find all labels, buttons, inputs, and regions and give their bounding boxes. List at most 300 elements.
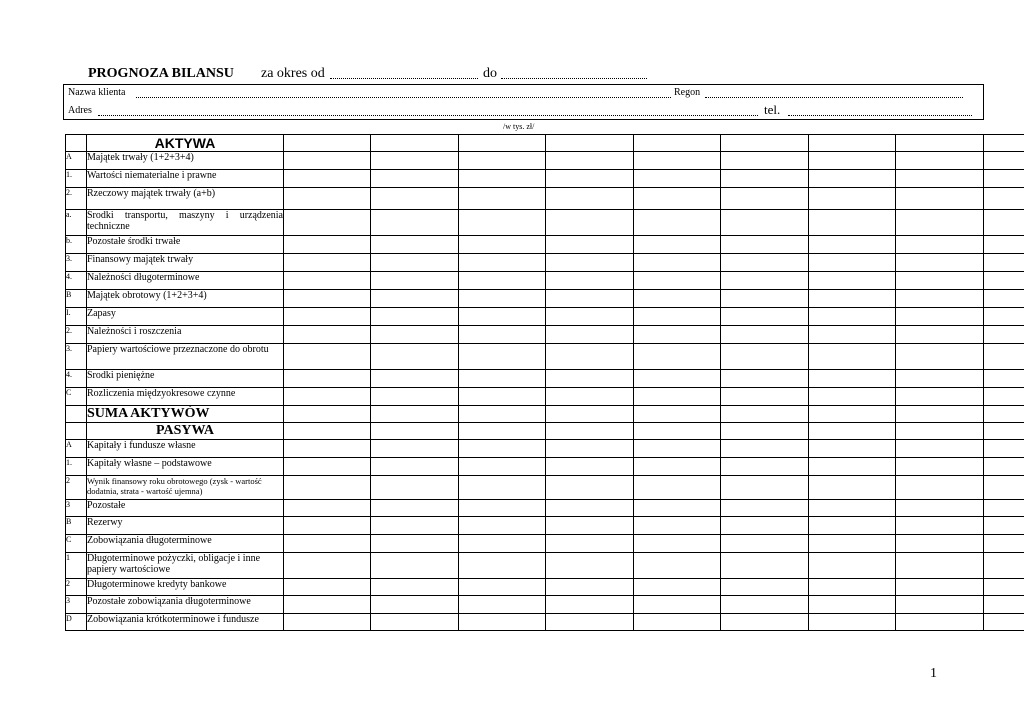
value-cell[interactable] — [634, 170, 721, 188]
value-cell[interactable] — [371, 579, 459, 596]
value-cell[interactable] — [809, 579, 896, 596]
value-cell[interactable] — [546, 188, 634, 210]
value-cell[interactable] — [284, 440, 371, 458]
value-cell[interactable] — [809, 476, 896, 500]
value-cell[interactable] — [809, 290, 896, 308]
value-cell[interactable] — [371, 272, 459, 290]
value-cell[interactable] — [896, 579, 984, 596]
value-cell[interactable] — [371, 458, 459, 476]
value-cell[interactable] — [721, 370, 809, 388]
row-label: Pozostałe — [87, 500, 284, 517]
value-cell[interactable] — [634, 614, 721, 631]
value-cell[interactable] — [721, 326, 809, 344]
value-cell[interactable] — [721, 535, 809, 553]
value-cell[interactable] — [546, 290, 634, 308]
value-cell[interactable] — [896, 500, 984, 517]
value-cell[interactable] — [284, 406, 371, 423]
table-row — [66, 290, 1024, 308]
value-cell[interactable] — [546, 135, 634, 152]
value-cell[interactable] — [284, 423, 371, 440]
row-code — [66, 423, 87, 440]
value-cell[interactable] — [809, 388, 896, 406]
value-cell[interactable] — [896, 535, 984, 553]
table-row — [66, 614, 1024, 631]
value-cell[interactable] — [546, 254, 634, 272]
value-cell[interactable] — [284, 290, 371, 308]
value-cell[interactable] — [809, 254, 896, 272]
row-code: 3. — [66, 344, 87, 370]
value-cell[interactable] — [721, 344, 809, 370]
value-cell[interactable] — [546, 406, 634, 423]
row-label: Rzeczowy majątek trwały (a+b) — [87, 188, 284, 210]
value-cell[interactable] — [809, 458, 896, 476]
value-cell[interactable] — [546, 579, 634, 596]
value-cell[interactable] — [896, 517, 984, 535]
value-cell[interactable] — [896, 370, 984, 388]
value-cell[interactable] — [546, 236, 634, 254]
row-code: A — [66, 440, 87, 458]
value-cell[interactable] — [721, 614, 809, 631]
total-label: SUMA AKTYWÓW — [87, 406, 284, 423]
value-cell[interactable] — [284, 344, 371, 370]
value-cell[interactable] — [809, 517, 896, 535]
value-cell[interactable] — [721, 135, 809, 152]
row-label: Majątek obrotowy (1+2+3+4) — [87, 290, 284, 308]
value-cell[interactable] — [984, 152, 1024, 170]
value-cell[interactable] — [371, 535, 459, 553]
value-cell[interactable] — [634, 535, 721, 553]
period-from-field[interactable] — [330, 78, 478, 79]
table-row — [66, 370, 1024, 388]
value-cell[interactable] — [984, 440, 1024, 458]
value-cell[interactable] — [284, 579, 371, 596]
row-label: Wartości niematerialne i prawne — [87, 170, 284, 188]
value-cell[interactable] — [721, 500, 809, 517]
value-cell[interactable] — [984, 188, 1024, 210]
table-row — [66, 517, 1024, 535]
value-cell[interactable] — [721, 170, 809, 188]
value-cell[interactable] — [809, 440, 896, 458]
value-cell[interactable] — [896, 614, 984, 631]
table-row — [66, 476, 1024, 500]
row-label: Majątek trwały (1+2+3+4) — [87, 152, 284, 170]
table-row — [66, 458, 1024, 476]
row-code: 3 — [66, 596, 87, 614]
value-cell[interactable] — [459, 423, 546, 440]
value-cell[interactable] — [809, 308, 896, 326]
page-number: 1 — [930, 666, 937, 681]
value-cell[interactable] — [459, 535, 546, 553]
value-cell[interactable] — [546, 308, 634, 326]
value-cell[interactable] — [896, 326, 984, 344]
value-cell[interactable] — [546, 500, 634, 517]
value-cell[interactable] — [371, 254, 459, 272]
value-cell[interactable] — [984, 553, 1024, 579]
value-cell[interactable] — [896, 344, 984, 370]
row-code: b. — [66, 236, 87, 254]
value-cell[interactable] — [284, 476, 371, 500]
value-cell[interactable] — [721, 188, 809, 210]
value-cell[interactable] — [896, 440, 984, 458]
value-cell[interactable] — [984, 308, 1024, 326]
value-cell[interactable] — [284, 458, 371, 476]
value-cell[interactable] — [984, 370, 1024, 388]
value-cell[interactable] — [809, 272, 896, 290]
value-cell[interactable] — [809, 406, 896, 423]
value-cell[interactable] — [459, 290, 546, 308]
value-cell[interactable] — [459, 152, 546, 170]
client-name-field[interactable] — [136, 97, 671, 98]
value-cell[interactable] — [984, 170, 1024, 188]
value-cell[interactable] — [896, 388, 984, 406]
value-cell[interactable] — [284, 370, 371, 388]
value-cell[interactable] — [809, 423, 896, 440]
row-label: Zapasy — [87, 308, 284, 326]
value-cell[interactable] — [984, 290, 1024, 308]
table-row — [66, 500, 1024, 517]
value-cell[interactable] — [721, 290, 809, 308]
value-cell[interactable] — [634, 500, 721, 517]
row-label: Należności i roszczenia — [87, 326, 284, 344]
value-cell[interactable] — [984, 344, 1024, 370]
row-code: C — [66, 535, 87, 553]
value-cell[interactable] — [371, 500, 459, 517]
row-code: 2. — [66, 326, 87, 344]
value-cell[interactable] — [634, 290, 721, 308]
row-label: Kapitały i fundusze własne — [87, 440, 284, 458]
table-row — [66, 236, 1024, 254]
value-cell[interactable] — [284, 596, 371, 614]
value-cell[interactable] — [896, 272, 984, 290]
value-cell[interactable] — [546, 370, 634, 388]
row-code: 4. — [66, 370, 87, 388]
table-row — [66, 423, 1024, 440]
value-cell[interactable] — [896, 290, 984, 308]
value-cell[interactable] — [371, 188, 459, 210]
value-cell[interactable] — [984, 500, 1024, 517]
value-cell[interactable] — [459, 579, 546, 596]
value-cell[interactable] — [634, 476, 721, 500]
value-cell[interactable] — [459, 272, 546, 290]
value-cell[interactable] — [721, 388, 809, 406]
row-label: Pozostałe zobowiązania długoterminowe — [87, 596, 284, 614]
value-cell[interactable] — [896, 236, 984, 254]
value-cell[interactable] — [371, 614, 459, 631]
value-cell[interactable] — [371, 596, 459, 614]
value-cell[interactable] — [809, 152, 896, 170]
value-cell[interactable] — [984, 254, 1024, 272]
value-cell[interactable] — [546, 517, 634, 535]
value-cell[interactable] — [459, 476, 546, 500]
value-cell[interactable] — [459, 388, 546, 406]
value-cell[interactable] — [721, 406, 809, 423]
value-cell[interactable] — [809, 614, 896, 631]
row-label: Pozostałe środki trwałe — [87, 236, 284, 254]
value-cell[interactable] — [634, 272, 721, 290]
form-header — [88, 66, 688, 84]
value-cell[interactable] — [546, 272, 634, 290]
row-label: Rezerwy — [87, 517, 284, 535]
value-cell[interactable] — [896, 406, 984, 423]
value-cell[interactable] — [459, 135, 546, 152]
value-cell[interactable] — [984, 272, 1024, 290]
row-label: Zobowiązania krótkoterminowe i fundusze — [87, 614, 284, 631]
value-cell[interactable] — [984, 517, 1024, 535]
value-cell[interactable] — [284, 236, 371, 254]
value-cell[interactable] — [371, 517, 459, 535]
value-cell[interactable] — [459, 254, 546, 272]
value-cell[interactable] — [721, 596, 809, 614]
value-cell[interactable] — [634, 423, 721, 440]
value-cell[interactable] — [546, 476, 634, 500]
value-cell[interactable] — [284, 500, 371, 517]
value-cell[interactable] — [984, 326, 1024, 344]
value-cell[interactable] — [546, 535, 634, 553]
value-cell[interactable] — [284, 388, 371, 406]
value-cell[interactable] — [459, 517, 546, 535]
value-cell[interactable] — [546, 344, 634, 370]
value-cell[interactable] — [984, 614, 1024, 631]
value-cell[interactable] — [459, 553, 546, 579]
value-cell[interactable] — [809, 370, 896, 388]
address-label: Adres — [68, 105, 92, 116]
value-cell[interactable] — [546, 388, 634, 406]
value-cell[interactable] — [371, 440, 459, 458]
value-cell[interactable] — [809, 535, 896, 553]
value-cell[interactable] — [896, 152, 984, 170]
value-cell[interactable] — [809, 344, 896, 370]
value-cell[interactable] — [459, 596, 546, 614]
value-cell[interactable] — [459, 458, 546, 476]
value-cell[interactable] — [721, 440, 809, 458]
value-cell[interactable] — [546, 596, 634, 614]
value-cell[interactable] — [284, 170, 371, 188]
value-cell[interactable] — [546, 210, 634, 236]
row-code: 1. — [66, 170, 87, 188]
value-cell[interactable] — [371, 170, 459, 188]
value-cell[interactable] — [459, 210, 546, 236]
value-cell[interactable] — [546, 326, 634, 344]
value-cell[interactable] — [896, 596, 984, 614]
value-cell[interactable] — [634, 344, 721, 370]
value-cell[interactable] — [546, 423, 634, 440]
regon-label: Regon — [674, 87, 701, 98]
table-row — [66, 152, 1024, 170]
value-cell[interactable] — [809, 500, 896, 517]
value-cell[interactable] — [371, 290, 459, 308]
value-cell[interactable] — [634, 440, 721, 458]
row-label: Papiery wartościowe przeznaczone do obrotu — [87, 344, 284, 370]
value-cell[interactable] — [284, 553, 371, 579]
period-to-field[interactable] — [501, 78, 647, 79]
value-cell[interactable] — [459, 188, 546, 210]
value-cell[interactable] — [896, 423, 984, 440]
value-cell[interactable] — [371, 370, 459, 388]
phone-field[interactable] — [788, 115, 972, 116]
value-cell[interactable] — [809, 210, 896, 236]
value-cell[interactable] — [721, 579, 809, 596]
value-cell[interactable] — [896, 254, 984, 272]
value-cell[interactable] — [634, 458, 721, 476]
table-row — [66, 170, 1024, 188]
row-label: Należności długoterminowe — [87, 272, 284, 290]
value-cell[interactable] — [284, 272, 371, 290]
value-cell[interactable] — [371, 423, 459, 440]
value-cell[interactable] — [284, 535, 371, 553]
value-cell[interactable] — [809, 135, 896, 152]
value-cell[interactable] — [634, 596, 721, 614]
value-cell[interactable] — [721, 272, 809, 290]
row-code: A — [66, 152, 87, 170]
value-cell[interactable] — [371, 210, 459, 236]
value-cell[interactable] — [809, 170, 896, 188]
value-cell[interactable] — [984, 135, 1024, 152]
value-cell[interactable] — [721, 152, 809, 170]
value-cell[interactable] — [896, 458, 984, 476]
value-cell[interactable] — [896, 210, 984, 236]
row-label: Rozliczenia międzyokresowe czynne — [87, 388, 284, 406]
value-cell[interactable] — [371, 553, 459, 579]
value-cell[interactable] — [284, 326, 371, 344]
value-cell[interactable] — [634, 210, 721, 236]
value-cell[interactable] — [984, 535, 1024, 553]
value-cell[interactable] — [721, 423, 809, 440]
unit-note: /w tys. zł/ — [503, 122, 535, 131]
value-cell[interactable] — [896, 476, 984, 500]
value-cell[interactable] — [809, 188, 896, 210]
row-code: D — [66, 614, 87, 631]
value-cell[interactable] — [634, 308, 721, 326]
value-cell[interactable] — [721, 517, 809, 535]
row-code: 2 — [66, 476, 87, 500]
value-cell[interactable] — [634, 370, 721, 388]
value-cell[interactable] — [984, 388, 1024, 406]
value-cell[interactable] — [634, 517, 721, 535]
value-cell[interactable] — [721, 254, 809, 272]
value-cell[interactable] — [546, 170, 634, 188]
value-cell[interactable] — [459, 440, 546, 458]
value-cell[interactable] — [984, 476, 1024, 500]
value-cell[interactable] — [284, 135, 371, 152]
table-row — [66, 553, 1024, 579]
value-cell[interactable] — [984, 579, 1024, 596]
value-cell[interactable] — [721, 476, 809, 500]
value-cell[interactable] — [371, 326, 459, 344]
row-code: B — [66, 290, 87, 308]
value-cell[interactable] — [721, 308, 809, 326]
value-cell[interactable] — [371, 308, 459, 326]
address-field[interactable] — [98, 115, 758, 116]
table-row — [66, 535, 1024, 553]
value-cell[interactable] — [371, 135, 459, 152]
value-cell[interactable] — [984, 423, 1024, 440]
value-cell[interactable] — [984, 596, 1024, 614]
row-label: Długoterminowe kredyty bankowe — [87, 579, 284, 596]
value-cell[interactable] — [809, 326, 896, 344]
value-cell[interactable] — [371, 236, 459, 254]
value-cell[interactable] — [634, 553, 721, 579]
period-to-label: do — [483, 66, 497, 81]
table-row — [66, 188, 1024, 210]
value-cell[interactable] — [459, 500, 546, 517]
value-cell[interactable] — [546, 458, 634, 476]
row-code — [66, 135, 87, 152]
value-cell[interactable] — [284, 210, 371, 236]
value-cell[interactable] — [984, 210, 1024, 236]
value-cell[interactable] — [634, 406, 721, 423]
value-cell[interactable] — [284, 188, 371, 210]
table-row — [66, 406, 1024, 423]
value-cell[interactable] — [459, 370, 546, 388]
value-cell[interactable] — [546, 152, 634, 170]
value-cell[interactable] — [284, 152, 371, 170]
value-cell[interactable] — [721, 210, 809, 236]
row-code: 2 — [66, 579, 87, 596]
value-cell[interactable] — [284, 517, 371, 535]
value-cell[interactable] — [371, 388, 459, 406]
value-cell[interactable] — [809, 236, 896, 254]
value-cell[interactable] — [634, 188, 721, 210]
value-cell[interactable] — [284, 614, 371, 631]
row-code: 2. — [66, 188, 87, 210]
value-cell[interactable] — [459, 326, 546, 344]
value-cell[interactable] — [371, 152, 459, 170]
value-cell[interactable] — [546, 440, 634, 458]
value-cell[interactable] — [721, 553, 809, 579]
value-cell[interactable] — [721, 458, 809, 476]
regon-field[interactable] — [705, 97, 963, 98]
value-cell[interactable] — [459, 614, 546, 631]
value-cell[interactable] — [634, 236, 721, 254]
value-cell[interactable] — [984, 406, 1024, 423]
value-cell[interactable] — [809, 553, 896, 579]
row-code: B — [66, 517, 87, 535]
value-cell[interactable] — [459, 344, 546, 370]
value-cell[interactable] — [984, 458, 1024, 476]
form-title: PROGNOZA BILANSU — [88, 66, 234, 81]
value-cell[interactable] — [371, 406, 459, 423]
value-cell[interactable] — [634, 254, 721, 272]
value-cell[interactable] — [546, 614, 634, 631]
value-cell[interactable] — [459, 236, 546, 254]
table-row — [66, 596, 1024, 614]
value-cell[interactable] — [634, 152, 721, 170]
value-cell[interactable] — [896, 135, 984, 152]
value-cell[interactable] — [896, 553, 984, 579]
row-code: 3. — [66, 254, 87, 272]
value-cell[interactable] — [721, 236, 809, 254]
value-cell[interactable] — [546, 553, 634, 579]
value-cell[interactable] — [634, 579, 721, 596]
value-cell[interactable] — [371, 344, 459, 370]
value-cell[interactable] — [459, 170, 546, 188]
period-from-label: za okres od — [261, 66, 325, 81]
value-cell[interactable] — [809, 596, 896, 614]
value-cell[interactable] — [371, 476, 459, 500]
value-cell[interactable] — [634, 326, 721, 344]
value-cell[interactable] — [984, 236, 1024, 254]
value-cell[interactable] — [896, 308, 984, 326]
value-cell[interactable] — [896, 170, 984, 188]
value-cell[interactable] — [459, 406, 546, 423]
value-cell[interactable] — [459, 308, 546, 326]
value-cell[interactable] — [896, 188, 984, 210]
value-cell[interactable] — [634, 388, 721, 406]
value-cell[interactable] — [634, 135, 721, 152]
value-cell[interactable] — [284, 254, 371, 272]
value-cell[interactable] — [284, 308, 371, 326]
row-code: I. — [66, 308, 87, 326]
